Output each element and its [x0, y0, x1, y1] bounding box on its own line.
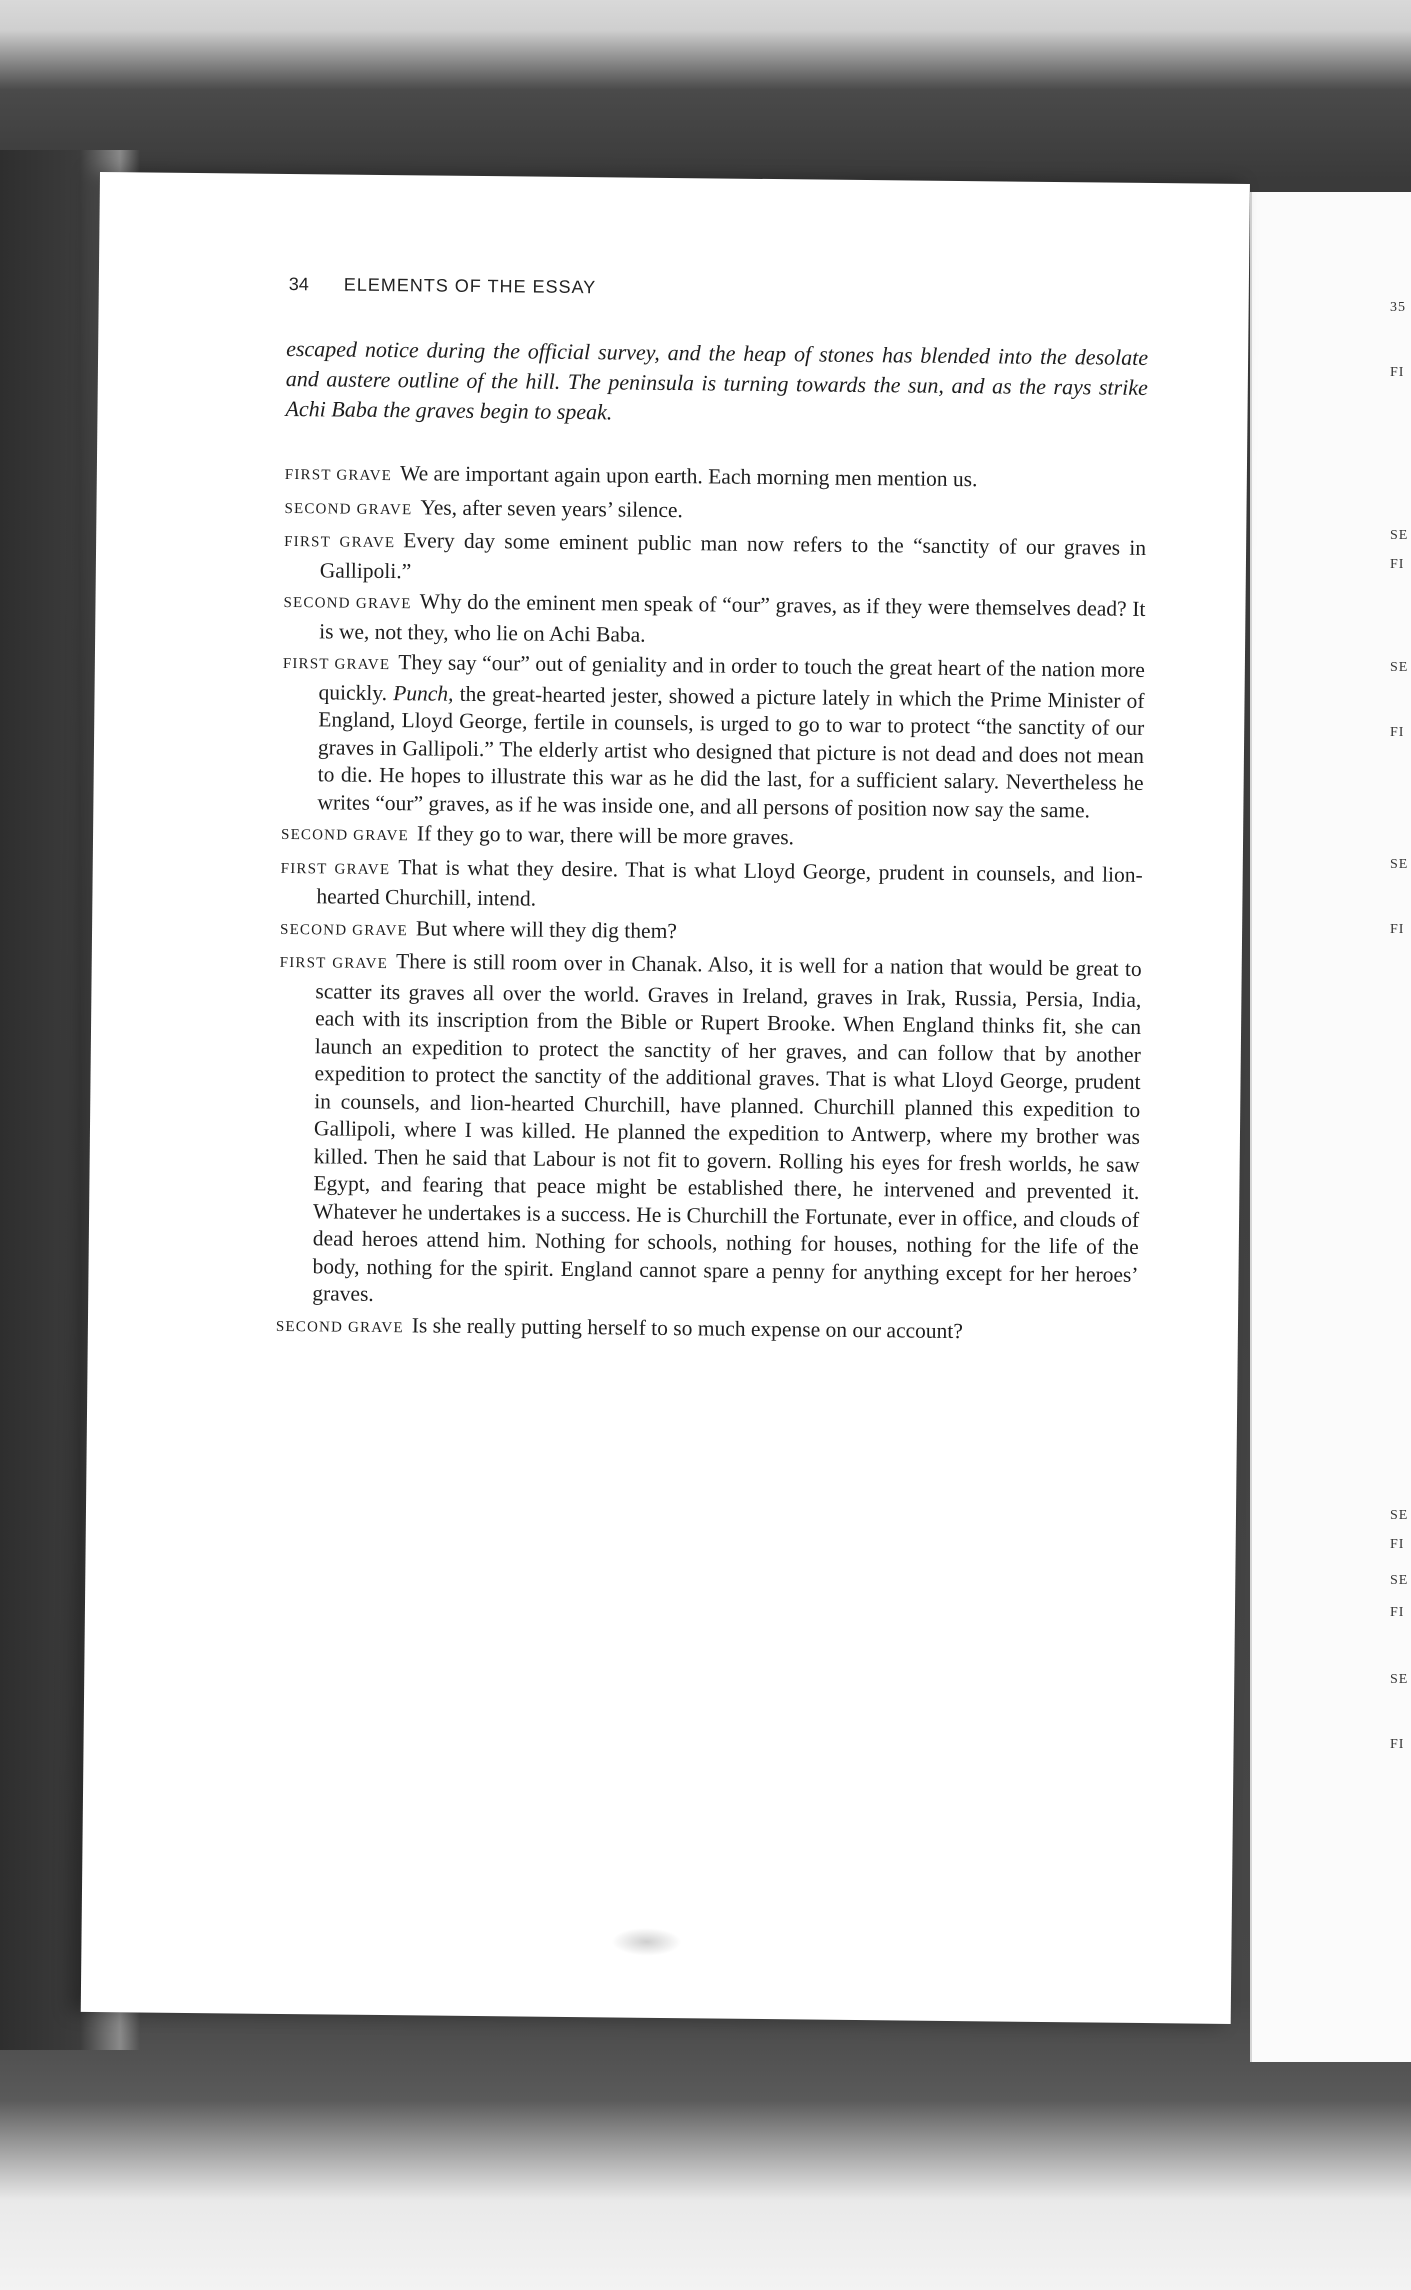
running-title: ELEMENTS OF THE ESSAY: [343, 274, 597, 298]
stage-direction: escaped notice during the official survey, and the heap of stones has blended into the desolate and austere outline of the hill. The peninsula is turning towards the sun, and as the rays strike Achi Baba the graves begin to speak.: [285, 335, 1149, 425]
speaker-label: FIRST GRAVE: [284, 466, 393, 485]
speaker-label: FIRST GRAVE: [280, 860, 391, 878]
speaker-label: FIRST GRAVE: [282, 655, 391, 674]
speech-text: Every day some eminent public man now refers to the “sanctity of our graves in Gallipoli.”: [319, 528, 1147, 583]
dialogue-line: [276, 1310, 1138, 1350]
facing-page-marker: SE: [1390, 857, 1409, 872]
speech-text: There is still room over in Chanak. Also, it is well for a nation that would be great to scatter its graves all over the world. Graves in Ireland, graves in Irak, Russia, Persia, India, each with its inscription from the Bible or Rupert Brooke. When England thinks fit, she can launch an expedition to protect the sanctity of her graves, and can follow that by another expedition to protect the sanctity of the additional graves. That is what Lloyd George, prudent in counsels, and lion-hearted Churchill, have planned. Churchill planned this expedition to Gallipoli, where I was killed. He planned the expedition to Antwerp, where my brother was killed. Then he said that Labour is not fit to govern. Rolling his eyes for fresh worlds, he saw Egypt, and fearing that peace might be established there, he intervened and prevented it. Whatever he undertakes is a success. He is Churchill the Fortunate, ever in office, and clouds of dead heroes attend him. Nothing for schools, nothing for houses, nothing for the life of the body, nothing for the spirit. England cannot spare a penny for anything except for her heroes’ graves.: [312, 949, 1142, 1306]
dialogue-line: [281, 819, 1143, 859]
speech-text: If they go to war, there will be more graves.: [416, 821, 795, 850]
facing-page-marker: FI: [1390, 557, 1405, 572]
speech-text: Yes, after seven years’ silence.: [420, 494, 683, 522]
speaker-label: FIRST GRAVE: [284, 533, 396, 552]
dialogue-line: [283, 587, 1146, 654]
speech-text: Why do the eminent men speak of “our” graves, as if they were themselves dead? It is we, not they, who lie on Achi Baba.: [319, 589, 1146, 647]
facing-page-marker: SE: [1390, 528, 1409, 543]
speech-text: Is she really putting herself to so much expense on our account?: [411, 1312, 964, 1343]
book-page: [81, 172, 1250, 2024]
speaker-label: SECOND GRAVE: [283, 594, 412, 613]
dialogue: [276, 459, 1147, 1353]
speaker-label: SECOND GRAVE: [279, 921, 409, 939]
dialogue-line: [280, 852, 1143, 919]
facing-page-marker: SE: [1390, 1573, 1409, 1588]
dialogue-line: [276, 947, 1142, 1317]
facing-page-marker: FI: [1390, 725, 1405, 740]
facing-page-marker: FI: [1390, 1605, 1405, 1620]
speech-text: That is what they desire. That is what Lloyd George, prudent in counsels, and lion-hearted Churchill, intend.: [316, 854, 1143, 911]
speech-text: the great-hearted jester, showed a picture lately in which the Prime Minister of England, Lloyd George, fertile in counsels, is urged to go to war to protect “the sanctity of our graves in Gallipoli.” The elderly artist who designed that picture is not dead and does not mean to die. He hopes to illustrate this war as he did the last, for a sufficient salary. Nevertheless he writes “our” graves, as if he was inside one, and all persons of position now say the same.: [317, 681, 1145, 822]
facing-page-marker: SE: [1390, 1508, 1409, 1523]
facing-page-marker: FI: [1390, 1737, 1405, 1752]
facing-page: [1250, 192, 1411, 2062]
speech-text: But where will they dig them?: [415, 915, 678, 943]
dialogue-line: [285, 459, 1147, 499]
facing-page-marker: FI: [1390, 1537, 1405, 1552]
speech-text-italic: Punch,: [393, 680, 454, 706]
speaker-label: SECOND GRAVE: [275, 1318, 404, 1336]
dialogue-line: [284, 526, 1147, 593]
speaker-label: FIRST GRAVE: [279, 954, 389, 973]
pencil-smudge: [611, 1927, 681, 1956]
dialogue-line: [280, 913, 1142, 953]
dialogue-line: [281, 648, 1145, 825]
speaker-label: SECOND GRAVE: [284, 500, 413, 518]
facing-page-marker: FI: [1390, 922, 1405, 937]
facing-page-number: 35: [1390, 300, 1406, 315]
page-number: 34: [288, 273, 309, 295]
speech-text: We are important again upon earth. Each morning men mention us.: [400, 461, 978, 492]
speech-text: They say “our” out of geniality and in order to touch the great heart of the nation more quickly.: [318, 650, 1145, 705]
facing-page-marker: SE: [1390, 660, 1409, 675]
dialogue-line: [284, 492, 1146, 532]
running-header: [289, 274, 597, 298]
facing-page-marker: FI: [1390, 365, 1405, 380]
facing-page-marker: SE: [1390, 1672, 1409, 1687]
speaker-label: SECOND GRAVE: [280, 826, 410, 845]
